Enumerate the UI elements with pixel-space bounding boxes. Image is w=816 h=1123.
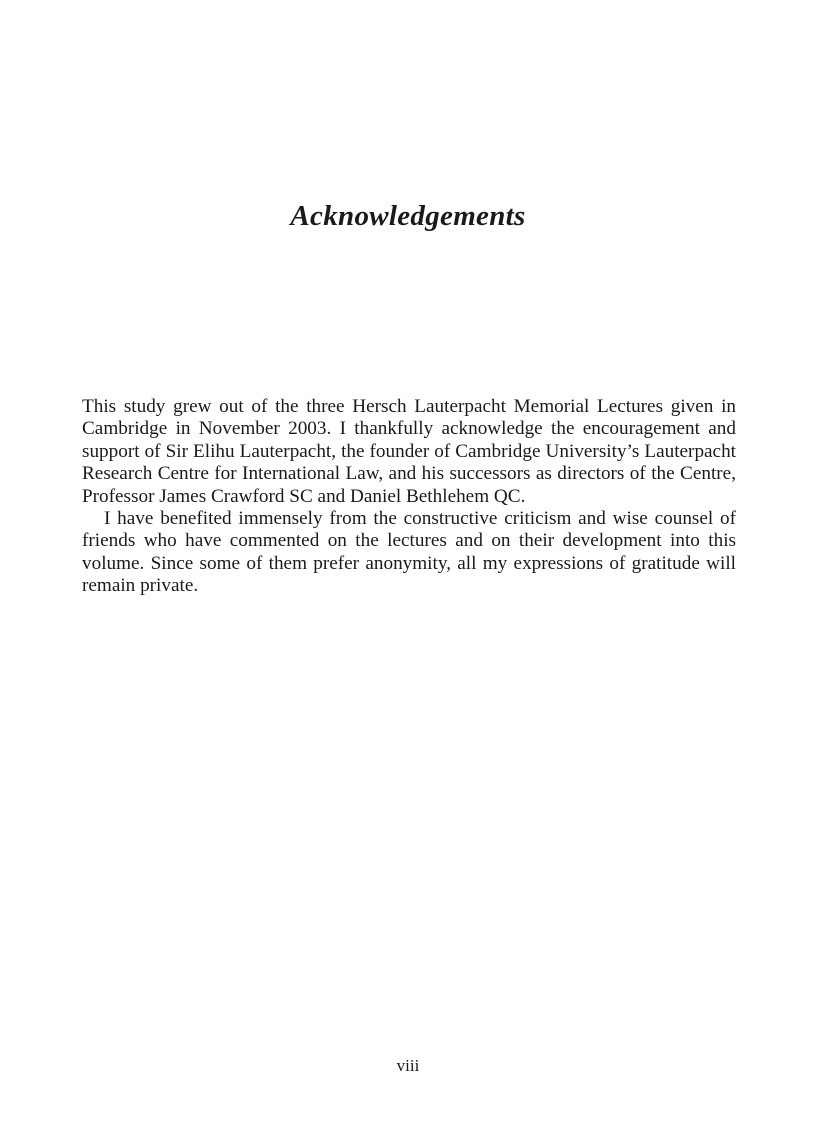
- body-text: [82, 396, 736, 598]
- page-number: viii: [396, 1056, 420, 1075]
- paragraph-2: I have benefited immensely from the constructive criticism and wise counsel of friends who have commented on the lectures and on their development into this volume. Since some of them prefer anonymity, all my expressions of gratitude will remain private.: [82, 508, 736, 597]
- page-heading: Acknowledgements: [290, 200, 526, 232]
- paragraph-1: This study grew out of the three Hersch Lauterpacht Memorial Lectures given in Cambridge in November 2003. I thankfully acknowledge the encouragement and support of Sir Elihu Lauterpacht, the founder of Cambridge University’s Lauterpacht Research Centre for International Law, and his successors as directors of the Centre, Professor James Crawford SC and Daniel Bethlehem QC.: [82, 396, 736, 507]
